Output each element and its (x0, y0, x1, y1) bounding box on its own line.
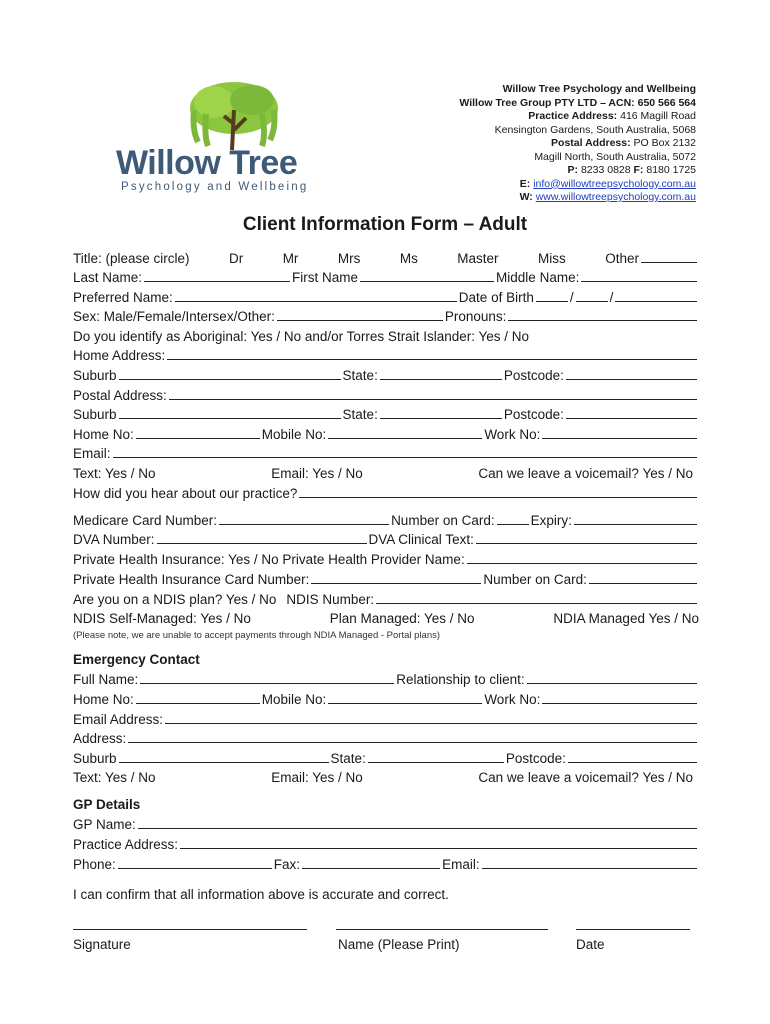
postal-suburb-field[interactable] (119, 407, 341, 419)
dva-row (73, 531, 699, 549)
title-row (73, 250, 699, 268)
gp-practice-address-field[interactable] (180, 837, 697, 849)
ec-home-no-field[interactable] (136, 692, 260, 704)
gp-phone-field[interactable] (118, 857, 272, 869)
logo-tagline: Psychology and Wellbeing (121, 181, 309, 193)
company-acn: Willow Tree Group PTY LTD – ACN: 650 566 564 (459, 96, 696, 109)
preferred-name-field[interactable] (175, 290, 457, 302)
ec-full-name-field[interactable] (140, 672, 394, 684)
preferred-name-label: Preferred Name: (73, 290, 173, 305)
plan-managed[interactable]: Plan Managed: Yes / No (329, 611, 475, 626)
state-label: State: (342, 368, 378, 383)
postal-address-line1: PO Box 2132 (633, 137, 696, 149)
private-card-label: Private Health Insurance Card Number: (73, 572, 310, 587)
number-on-card-label: Number on Card: (391, 513, 495, 528)
first-name-field[interactable] (360, 270, 494, 282)
confirm-statement: I can confirm that all information above is accurate and correct. (73, 887, 449, 902)
ec-contact-pref-row (73, 769, 693, 787)
other-title-field[interactable] (641, 251, 697, 263)
last-name-field[interactable] (144, 270, 290, 282)
ec-full-name-label: Full Name: (73, 672, 139, 687)
ndis-note: (Please note, we are unable to accept payments through NDIA Managed - Portal plans) (73, 630, 441, 641)
postal-postcode-label: Postcode: (503, 407, 564, 422)
private-health-row (73, 551, 699, 569)
ec-suburb-row (73, 750, 699, 768)
website-link[interactable]: www.willowtreepsychology.com.au (535, 191, 696, 203)
ndis-row (73, 591, 699, 609)
dob-month-field[interactable] (576, 290, 608, 302)
text-yes-no[interactable]: Text: Yes / No (73, 466, 156, 481)
postal-suburb-label: Suburb (73, 407, 117, 422)
ec-voicemail-yes-no[interactable]: Can we leave a voicemail? Yes / No (478, 770, 693, 785)
postal-suburb-row (73, 406, 699, 424)
dva-number-field[interactable] (157, 532, 367, 544)
emergency-heading: Emergency Contact (73, 652, 200, 667)
phone-number: 8233 0828 (580, 164, 631, 176)
mobile-no-label: Mobile No: (261, 427, 327, 442)
contact-block (459, 83, 696, 205)
signature-label: Signature (73, 937, 131, 952)
phone-label: P: (567, 164, 579, 176)
postal-state-field[interactable] (380, 407, 502, 419)
number-on-card-field[interactable] (497, 513, 529, 525)
first-name-label: First Name (292, 270, 359, 285)
ec-mobile-no-label: Mobile No: (261, 692, 327, 707)
ec-email-label: Email Address: (73, 712, 164, 727)
ec-text-yes-no[interactable]: Text: Yes / No (73, 770, 156, 785)
gp-practice-address-label: Practice Address: (73, 837, 179, 852)
ec-home-no-label: Home No: (73, 692, 134, 707)
ec-work-no-label: Work No: (484, 692, 541, 707)
title-option-mrs[interactable]: Mrs (337, 251, 361, 266)
work-no-field[interactable] (542, 427, 697, 439)
ec-email-field[interactable] (165, 712, 697, 724)
gp-phone-label: Phone: (73, 857, 116, 872)
ec-name-row (73, 671, 699, 689)
ec-work-no-field[interactable] (542, 692, 697, 704)
ec-postcode-label: Postcode: (505, 751, 566, 766)
practice-address-line1: 416 Magill Road (620, 110, 696, 122)
contact-pref-row (73, 465, 693, 483)
email-field[interactable] (113, 446, 697, 458)
aboriginal-row (73, 328, 699, 346)
postal-postcode-field[interactable] (566, 407, 697, 419)
preferred-row: Preferred Name: Date of Birth / / (73, 289, 699, 307)
medicare-row (73, 512, 699, 530)
names-row (73, 269, 699, 287)
gp-fax-field[interactable] (302, 857, 440, 869)
private-health-label[interactable]: Private Health Insurance: Yes / No Private Health Provider Name: (73, 552, 465, 567)
gp-heading: GP Details (73, 797, 141, 812)
ndis-number-label: NDIS Number: (286, 592, 375, 607)
dob-label: Date of Birth (458, 290, 534, 305)
private-card-field[interactable] (311, 572, 481, 584)
middle-name-label: Middle Name: (496, 270, 580, 285)
private-number-on-card-field[interactable] (589, 572, 697, 584)
state-field[interactable] (380, 368, 502, 380)
print-name-label: Name (Please Print) (338, 937, 460, 952)
date-label: Date (576, 937, 605, 952)
email-row (73, 445, 699, 463)
ec-postcode-field[interactable] (568, 751, 697, 763)
dva-number-label: DVA Number: (73, 532, 155, 547)
signature-field[interactable] (73, 928, 307, 930)
email-yes-no[interactable]: Email: Yes / No (271, 466, 363, 481)
postcode-field[interactable] (566, 368, 697, 380)
ec-state-field[interactable] (368, 751, 504, 763)
postal-address-label: Postal Address: (73, 388, 167, 403)
postal-address-field[interactable] (169, 388, 697, 400)
fax-label: F: (633, 164, 644, 176)
practice-name: Willow Tree Psychology and Wellbeing (502, 83, 696, 95)
ec-suburb-field[interactable] (119, 751, 329, 763)
date-field[interactable] (576, 928, 690, 930)
gp-name-row (73, 816, 699, 834)
ndis-managed-row (73, 610, 699, 628)
ec-relationship-field[interactable] (527, 672, 697, 684)
private-health-provider-field[interactable] (467, 552, 697, 564)
home-address-label: Home Address: (73, 348, 166, 363)
title-option-other[interactable]: Other (605, 251, 639, 266)
medicare-label: Medicare Card Number: (73, 513, 218, 528)
ndis-number-field[interactable] (376, 592, 697, 604)
gp-address-row (73, 836, 699, 854)
title-option-mr[interactable]: Mr (282, 251, 299, 266)
postal-address-label: Postal Address: (551, 137, 631, 149)
title-option-ms[interactable]: Ms (399, 251, 418, 266)
title-option-master[interactable]: Master (457, 251, 499, 266)
practice-address-line2: Kensington Gardens, South Australia, 5068 (494, 123, 696, 136)
dva-clinical-field[interactable] (476, 532, 697, 544)
title-option-miss[interactable]: Miss (538, 251, 566, 266)
sex-label: Sex: Male/Female/Intersex/Other: (73, 309, 275, 324)
ec-address-row (73, 730, 699, 748)
pronouns-field[interactable] (508, 309, 697, 321)
postal-address-row (73, 387, 699, 405)
ec-suburb-label: Suburb (73, 751, 117, 766)
postcode-label: Postcode: (503, 368, 564, 383)
fax-number: 8180 1725 (646, 164, 696, 176)
ec-address-label: Address: (73, 731, 127, 746)
last-name-label: Last Name: (73, 270, 143, 285)
ec-email-row (73, 711, 699, 729)
medicare-field[interactable] (219, 513, 389, 525)
private-number-on-card-label: Number on Card: (483, 572, 587, 587)
print-name-field[interactable] (336, 928, 548, 930)
ec-phones-row (73, 691, 699, 709)
form-title: Client Information Form – Adult (242, 214, 528, 235)
hear-about-row (73, 485, 699, 503)
private-card-row (73, 571, 699, 589)
dob-year-field[interactable] (615, 290, 697, 302)
mobile-no-field[interactable] (328, 427, 482, 439)
gp-name-field[interactable] (138, 817, 697, 829)
gp-fax-label: Fax: (273, 857, 301, 872)
hear-about-label: How did you hear about our practice? (73, 486, 298, 501)
home-address-field[interactable] (167, 348, 697, 360)
hear-about-field[interactable] (299, 486, 697, 498)
sex-field[interactable] (277, 309, 443, 321)
postal-address-line2: Magill North, South Australia, 5072 (534, 150, 696, 163)
ndis-plan-label[interactable]: Are you on a NDIS plan? Yes / No (73, 592, 277, 607)
phones-row (73, 426, 699, 444)
title-option-dr[interactable]: Dr (228, 251, 244, 266)
expiry-field[interactable] (574, 513, 697, 525)
sex-row (73, 308, 699, 326)
gp-contact-row (73, 856, 699, 874)
dob-day-field[interactable] (536, 290, 568, 302)
pronouns-label: Pronouns: (444, 309, 507, 324)
home-no-label: Home No: (73, 427, 134, 442)
suburb-label: Suburb (73, 368, 117, 383)
title-label: Title: (please circle) (73, 251, 190, 266)
aboriginal-question[interactable]: Do you identify as Aboriginal: Yes / No and/or Torres Strait Islander: Yes / No (73, 329, 530, 344)
home-no-field[interactable] (136, 427, 260, 439)
gp-email-label: Email: (442, 857, 480, 872)
ndis-self-managed[interactable]: NDIS Self-Managed: Yes / No (73, 611, 251, 626)
ec-relationship-label: Relationship to client: (396, 672, 525, 687)
middle-name-field[interactable] (581, 270, 697, 282)
email-label: E: (519, 177, 531, 190)
suburb-field[interactable] (119, 368, 341, 380)
email-label: Email: (73, 446, 111, 461)
postal-state-label: State: (342, 407, 378, 422)
confirm-row (73, 886, 699, 904)
gp-email-field[interactable] (482, 857, 697, 869)
gp-name-label: GP Name: (73, 817, 136, 832)
practice-address-label: Practice Address: (528, 110, 618, 122)
expiry-label: Expiry: (530, 513, 572, 528)
suburb-row (73, 367, 699, 385)
dva-clinical-label: DVA Clinical Text: (368, 532, 474, 547)
ec-address-field[interactable] (128, 731, 697, 743)
ec-email-yes-no[interactable]: Email: Yes / No (271, 770, 363, 785)
voicemail-yes-no[interactable]: Can we leave a voicemail? Yes / No (478, 466, 693, 481)
logo-wordmark: Willow Tree (116, 144, 298, 182)
ndia-managed[interactable]: NDIA Managed Yes / No (553, 611, 699, 626)
work-no-label: Work No: (484, 427, 541, 442)
email-link[interactable]: info@willowtreepsychology.com.au (533, 177, 696, 190)
home-address-row (73, 347, 699, 365)
web-label: W: (519, 191, 533, 203)
company-logo (112, 80, 352, 200)
ec-state-label: State: (330, 751, 366, 766)
ec-mobile-no-field[interactable] (328, 692, 482, 704)
